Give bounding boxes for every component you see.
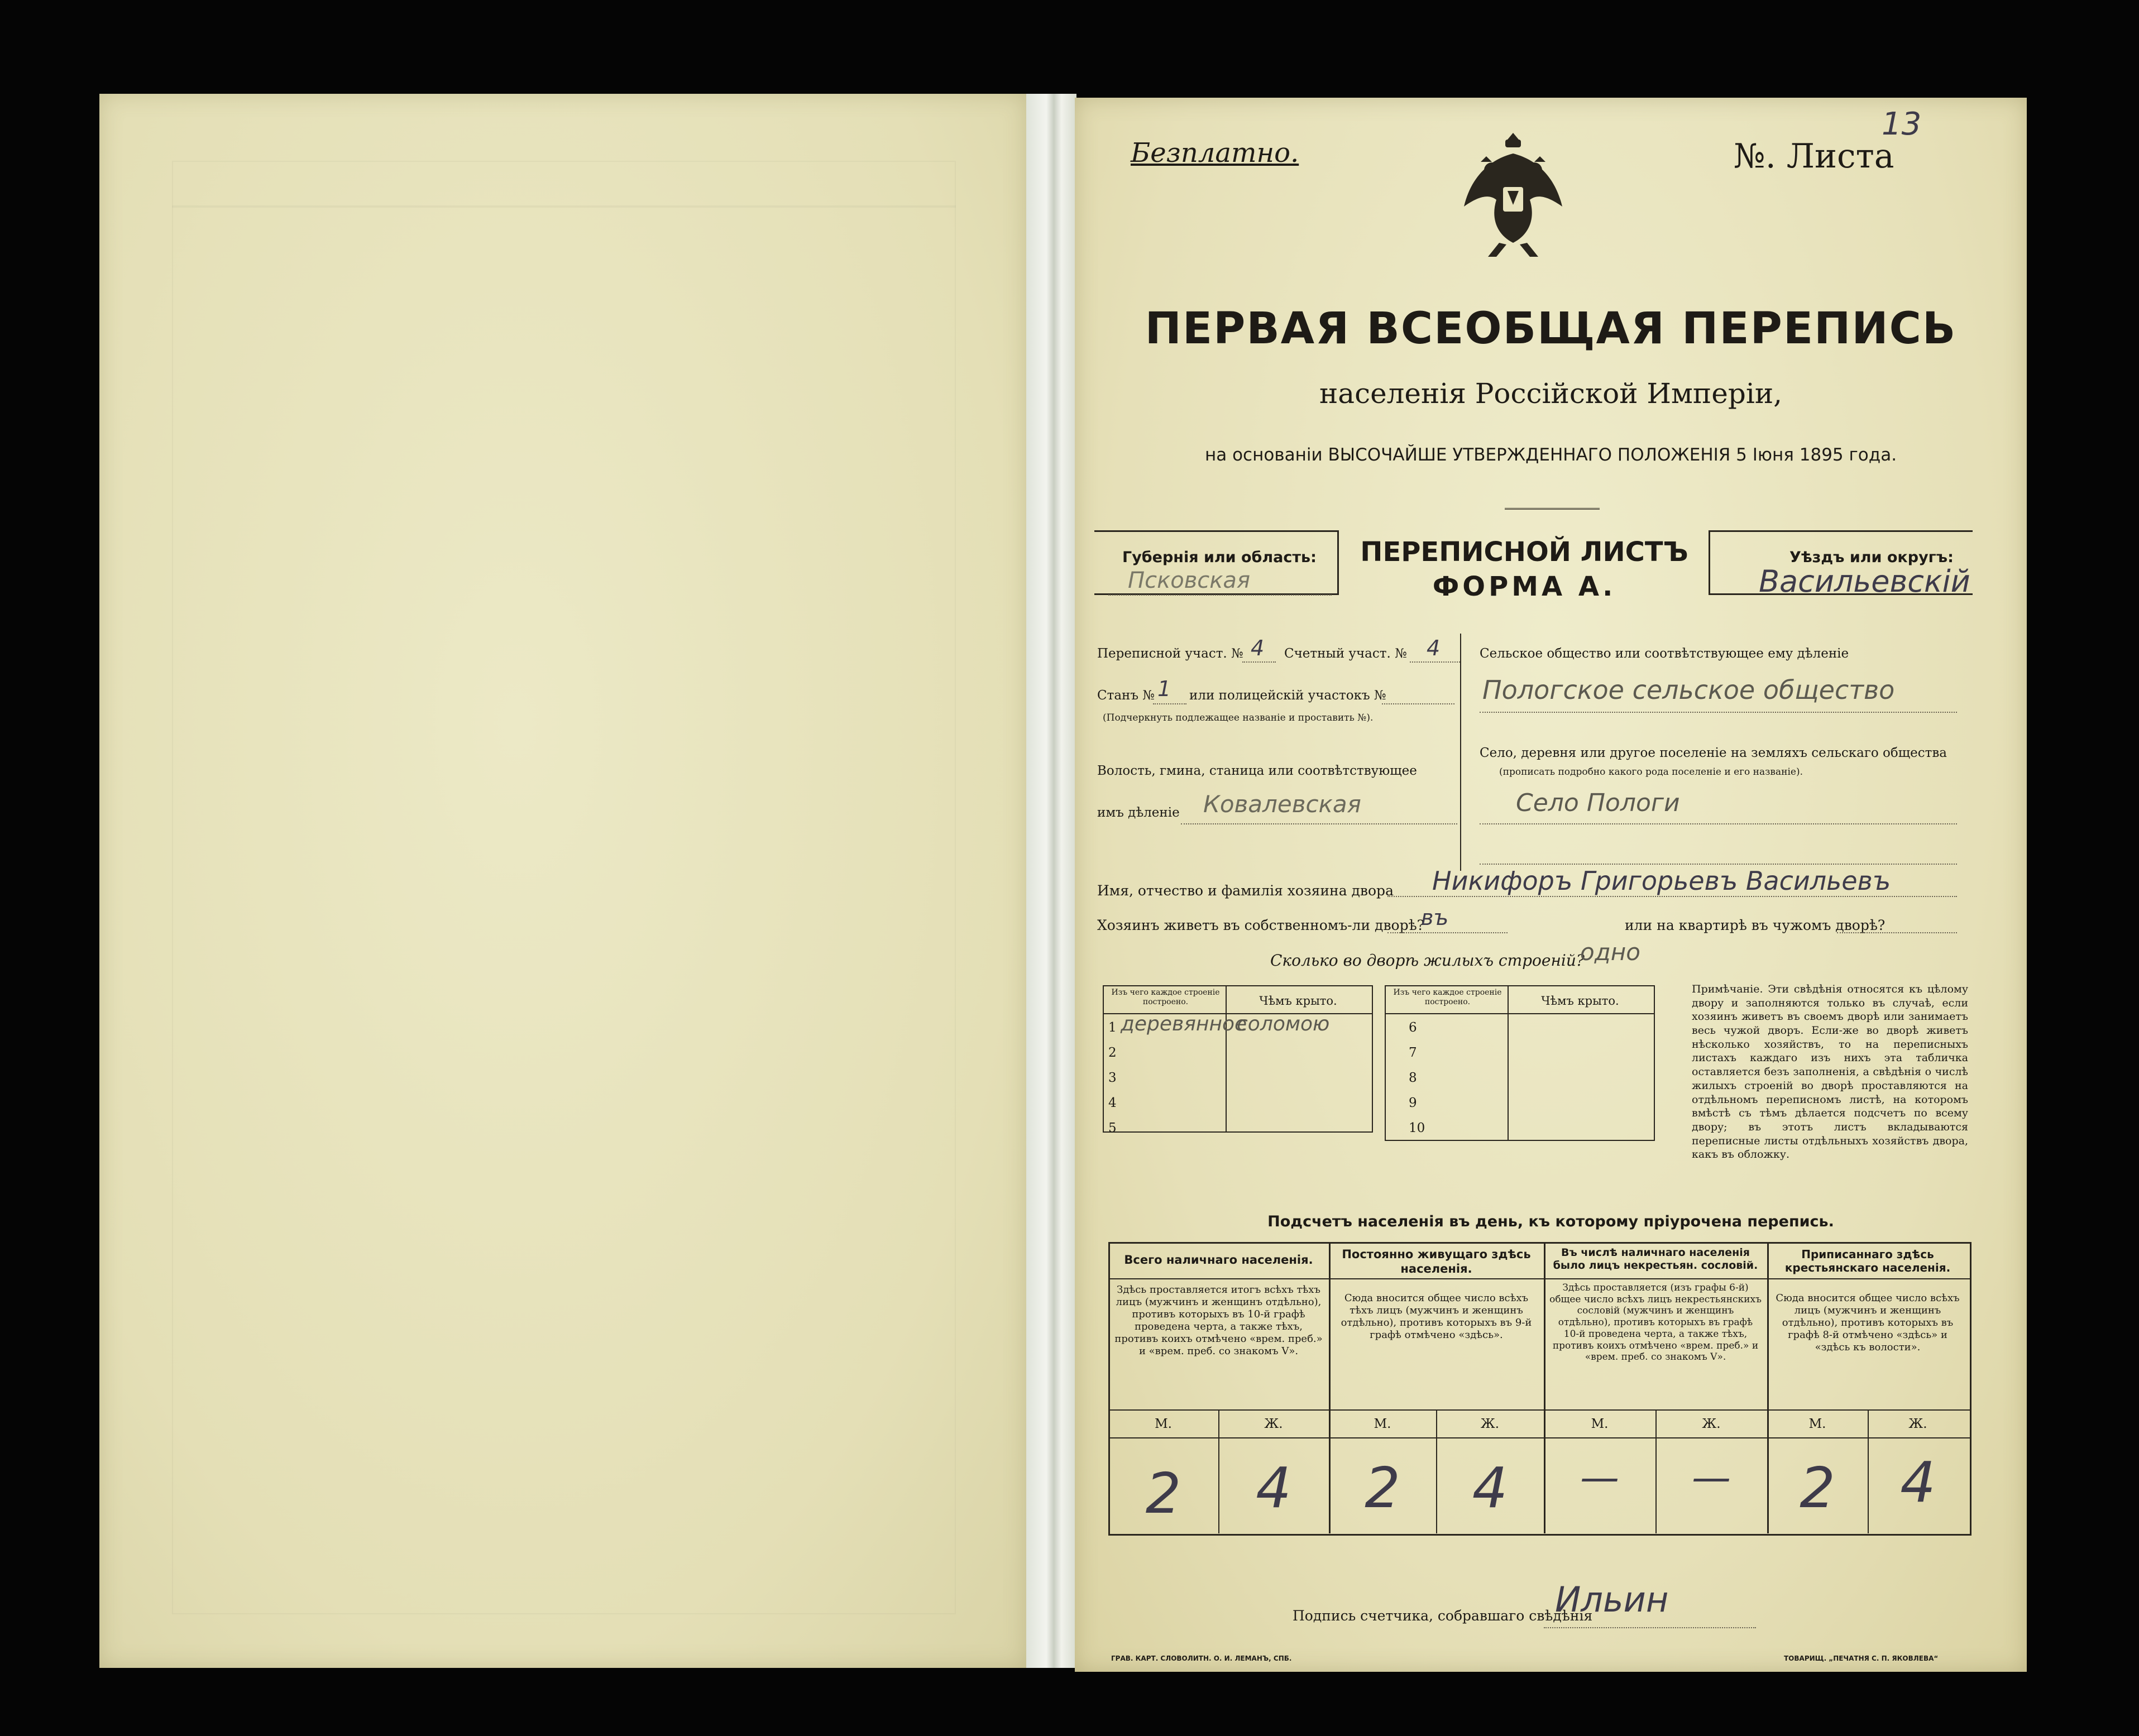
signature-label: Подпись счетчика, собравшаго свѣдѣнія (1293, 1608, 1593, 1624)
owner-line (1387, 896, 1957, 897)
printer-left: ГРАВ. КАРТ. СЛОВОЛИТН. О. И. ЛЕМАНЪ, СПБ. (1111, 1655, 1292, 1662)
community-label: Сельское общество или соотвѣтствующее ему дѣленіе (1480, 646, 1849, 661)
community-line (1480, 712, 1957, 713)
mf-label: Ж. (1702, 1417, 1721, 1431)
mf-label: М. (1808, 1417, 1826, 1431)
buildings-label: Сколько во дворѣ жилыхъ строеній? (1270, 951, 1585, 970)
count-head-rule (1108, 1278, 1970, 1279)
row-number: 4 (1108, 1096, 1117, 1110)
apartment-line (1837, 932, 1957, 933)
guberniya-value: Псковская (1128, 568, 1251, 593)
village-line-1 (1480, 823, 1957, 824)
buildings-value: одно (1580, 938, 1640, 966)
block-divider (1460, 634, 1461, 871)
village-note: (прописать подробно какого рода поселеніе и его названіе). (1499, 766, 1803, 778)
count-desc-permanent: Сюда вносится общее число всѣхъ тѣхъ лицъ (мужчинъ и женщинъ отдѣльно), противъ которыхъ въ 9-й графѣ отмѣчено «здѣсь». (1341, 1292, 1532, 1341)
owner-value: Никифоръ Григорьевъ Васильевъ (1432, 866, 1891, 896)
row1-material: деревянное (1121, 1013, 1247, 1035)
count-head-permanent: Постоянно живущаго здѣсь населенія. (1342, 1248, 1531, 1275)
volost-label: Волость, гмина, станица или соотвѣтствующее (1097, 764, 1417, 778)
signature-line (1544, 1627, 1756, 1628)
left-blank-page (99, 94, 1026, 1668)
count-desc-nonpeasant: Здѣсь проставляется (изъ графы 6-й) общее число всѣхъ лицъ некрестьянскихъ сословій (мужчинъ и женщинъ отдѣльно), противъ которыхъ въ графѣ 10-й проведена черта, а также тѣхъ, противъ коихъ отмѣчено «врем. преб.» и «врем. преб. со знакомъ V». (1549, 1282, 1762, 1363)
count-value: — (1692, 1455, 1731, 1500)
uezd-value: Васильевскій (1759, 564, 1970, 599)
count-value: — (1580, 1455, 1619, 1500)
row-number: 9 (1409, 1096, 1417, 1110)
table-head-material-left: Изъ чего каждое строеніе построено. (1111, 988, 1220, 1007)
row-number: 2 (1108, 1046, 1117, 1060)
mf-label: М. (1374, 1417, 1391, 1431)
stan-label: Станъ № (1097, 688, 1155, 703)
count-value: 2 (1800, 1455, 1835, 1521)
village-label: Село, деревня или другое поселеніе на земляхъ сельскаго общества (1480, 746, 1947, 760)
count-value: 2 (1365, 1455, 1400, 1521)
mf-label: Ж. (1480, 1417, 1500, 1431)
mf-label: Ж. (1908, 1417, 1927, 1431)
lives-value: въ (1421, 905, 1449, 930)
count-value: 4 (1256, 1455, 1291, 1521)
lives-line (1387, 932, 1508, 933)
signature-value: Ильин (1555, 1579, 1669, 1620)
row-number: 5 (1108, 1121, 1117, 1135)
row-number: 6 (1409, 1020, 1417, 1035)
stan-value: 1 (1157, 677, 1171, 701)
apartment-label: или на квартирѣ въ чужомъ дворѣ? (1625, 917, 1886, 933)
uezd-label: Уѣздъ или округъ: (1789, 549, 1954, 566)
count-value: 4 (1472, 1455, 1508, 1521)
note-text: Примѣчаніе. Эти свѣдѣнія относятся къ цѣлому двору и заполняются только въ случаѣ, если хозяинъ живетъ въ своемъ дворѣ или занимаетъ весь чужой дворъ. Если-же во дворѣ живетъ нѣсколько хозяйствъ, то на переписныхъ листахъ каждаго изъ нихъ эта табличка оставляется безъ заполненія, а свѣдѣнія о числѣ жилыхъ строеній во дворѣ проставляются на отдѣльномъ переписномъ листѣ, на которомъ вмѣстѣ съ тѣмъ дѣлается подсчетъ по всему двору; въ этотъ листъ вкладываются переписные листы отдѣльныхъ хозяйствъ двора, какъ въ обложку. (1692, 983, 1968, 1161)
row-number: 7 (1409, 1046, 1417, 1060)
police-line (1382, 703, 1454, 704)
form-title: ПЕРВАЯ ВСЕОБЩАЯ ПЕРЕПИСЬ (1145, 304, 1957, 354)
buildings-table-right (1385, 985, 1655, 1141)
buildings-table-right-col-rule (1508, 985, 1509, 1140)
row-number: 3 (1108, 1071, 1117, 1085)
volost-value: Ковалевская (1203, 790, 1361, 818)
count-head-total: Всего наличнаго населенія. (1124, 1253, 1313, 1267)
count-title: Подсчетъ населенія въ день, къ которому пріурочена перепись. (1267, 1213, 1834, 1230)
ornament-divider (1505, 508, 1600, 510)
sheet-number-value: 13 (1882, 106, 1922, 142)
mf-label: М. (1155, 1417, 1172, 1431)
census-section-line (1242, 661, 1276, 663)
village-value: Село Пологи (1516, 789, 1680, 817)
form-a-title: ФОРМА А. (1432, 571, 1616, 602)
row-number: 10 (1409, 1121, 1425, 1135)
community-value: Пологское сельское общество (1482, 675, 1895, 705)
row-number: 1 (1108, 1020, 1117, 1035)
counting-section-value: 4 (1427, 636, 1441, 660)
buildings-table-right-header-rule (1385, 1013, 1654, 1014)
form-basis: на основаніи ВЫСОЧАЙШЕ УТВЕРЖДЕННАГО ПОЛОЖЕНІЯ 5 Іюня 1895 года. (1204, 445, 1897, 465)
table-head-roof-left: Чѣмъ крыто. (1259, 994, 1337, 1008)
counting-section-line (1410, 661, 1460, 663)
count-value: 2 (1145, 1461, 1181, 1526)
table-head-material-right: Изъ чего каждое строеніе построено. (1393, 988, 1502, 1007)
mf-label: Ж. (1264, 1417, 1283, 1431)
book-spine (1026, 94, 1076, 1668)
count-head-nonpeasant: Въ числѣ наличнаго населенія было лицъ некрестьян. сословій. (1553, 1246, 1758, 1272)
sheet-title: ПЕРЕПИСНОЙ ЛИСТЪ (1360, 536, 1688, 568)
census-section-value: 4 (1251, 636, 1265, 660)
lives-label: Хозяинъ живетъ въ собственномъ-ли дворѣ? (1097, 917, 1425, 933)
volost-label-2: имъ дѣленіе (1097, 805, 1180, 820)
buildings-table-left-col-rule (1226, 985, 1227, 1131)
printer-right: ТОВАРИЩ. „ПЕЧАТНЯ С. П. ЯКОВЛЕВА“ (1784, 1655, 1939, 1662)
stan-line (1153, 703, 1186, 704)
count-desc-rule (1108, 1409, 1970, 1411)
police-label: или полицейскій участокъ № (1189, 688, 1386, 703)
row-number: 8 (1409, 1071, 1417, 1085)
sheet-number-label: №. Листа (1734, 137, 1894, 176)
village-line-2 (1480, 864, 1957, 865)
count-mf-rule (1108, 1437, 1970, 1438)
count-desc-peasant: Сюда вносится общее число всѣхъ лицъ (мужчинъ и женщинъ отдѣльно), противъ которыхъ въ графѣ 8-й отмѣчено «здѣсь» и «здѣсь къ волости». (1776, 1292, 1960, 1353)
count-value: 4 (1900, 1450, 1936, 1515)
row1-roof: соломою (1237, 1013, 1330, 1035)
free-label: Безплатно. (1131, 137, 1299, 169)
count-desc-total: Здѣсь проставляется итогъ всѣхъ тѣхъ лицъ (мужчинъ и женщинъ отдѣльно), противъ которыхъ въ 10-й графѣ проведена черта, а также тѣхъ, противъ коихъ отмѣчено «врем. преб.» и «врем. преб. со знакомъ V». (1114, 1284, 1323, 1357)
counting-section-label: Счетный участ. № (1284, 646, 1407, 661)
form-subtitle: населенія Россійской Имперіи, (1319, 377, 1783, 410)
volost-line (1181, 823, 1457, 824)
underline-note: (Подчеркнуть подлежащее названіе и проставить №). (1103, 712, 1374, 723)
table-head-roof-right: Чѣмъ крыто. (1541, 994, 1619, 1008)
guberniya-line (1108, 594, 1332, 596)
census-form-page (1075, 98, 2027, 1672)
guberniya-label: Губернія или область: (1122, 549, 1317, 566)
census-section-label: Переписной участ. № (1097, 646, 1243, 661)
mf-label: М. (1591, 1417, 1609, 1431)
imperial-eagle-emblem (1457, 128, 1569, 262)
owner-label: Имя, отчество и фамилія хозяина двора (1097, 883, 1394, 899)
count-head-peasant: Приписаннаго здѣсь крестьянскаго населенія. (1784, 1248, 1951, 1275)
